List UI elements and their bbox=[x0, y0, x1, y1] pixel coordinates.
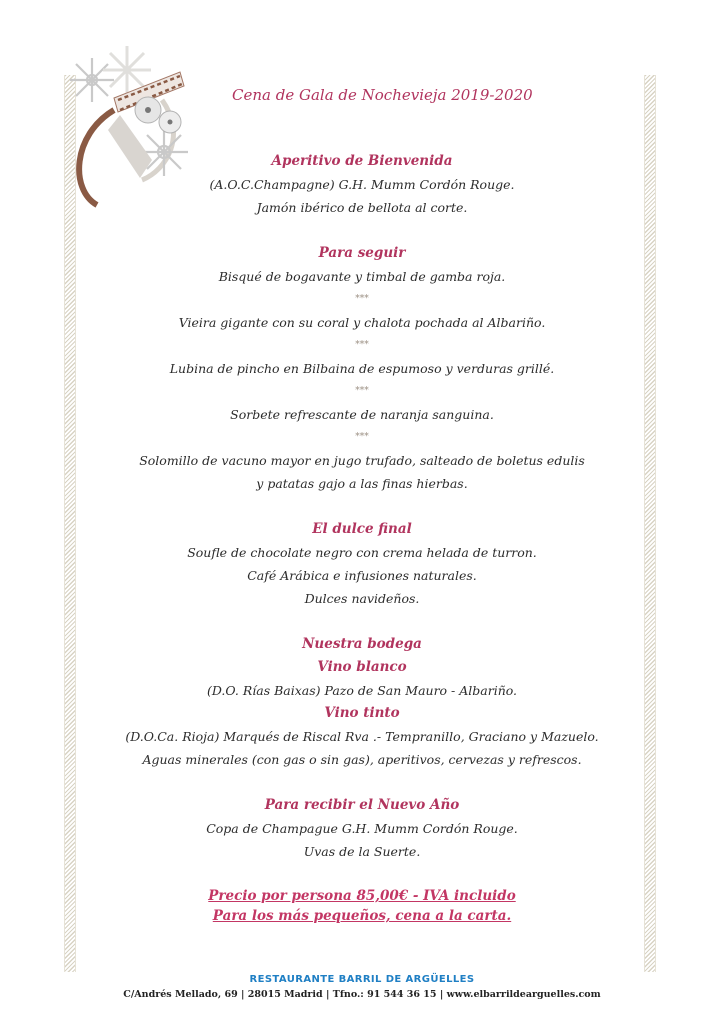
menu-item: Aguas minerales (con gas o sin gas), aperitivos, cervezas y refrescos. bbox=[142, 752, 582, 767]
subheading-vino-tinto: Vino tinto bbox=[324, 705, 400, 721]
section-heading-para-seguir: Para seguir bbox=[318, 245, 406, 261]
separator: *** bbox=[355, 386, 369, 396]
section-heading-bodega: Nuestra bodega bbox=[302, 636, 422, 652]
separator: *** bbox=[355, 340, 369, 350]
menu-item: Jamón ibérico de bellota al corte. bbox=[256, 200, 468, 215]
menu-item: Vieira gigante con su coral y chalota pochada al Albariño. bbox=[178, 315, 546, 330]
section-heading-aperitivo: Aperitivo de Bienvenida bbox=[271, 153, 453, 169]
menu-item: (D.O.Ca. Rioja) Marqués de Riscal Rva .- Tempranillo, Graciano y Mazuelo. bbox=[125, 729, 599, 744]
menu-item: Dulces navideños. bbox=[304, 591, 420, 606]
menu-item: Copa de Champague G.H. Mumm Cordón Rouge. bbox=[206, 821, 518, 836]
menu-item: (D.O. Rías Baixas) Pazo de San Mauro - Albariño. bbox=[206, 683, 518, 698]
section-heading-dulce-final: El dulce final bbox=[312, 521, 412, 537]
restaurant-address: C/Andrés Mellado, 69 | 28015 Madrid | Tfno.: 91 544 36 15 | www.elbarrildearguelles.com bbox=[123, 989, 601, 1000]
menu-item: Lubina de pincho en Bilbaina de espumoso y verduras grillé. bbox=[169, 361, 555, 376]
subheading-vino-blanco: Vino blanco bbox=[317, 659, 407, 675]
section-heading-nuevo-ano: Para recibir el Nuevo Año bbox=[264, 797, 460, 813]
menu-body bbox=[0, 150, 724, 863]
menu-item: Sorbete refrescante de naranja sanguina. bbox=[230, 407, 494, 422]
restaurant-name: RESTAURANTE BARRIL DE ARGÜELLES bbox=[249, 974, 475, 985]
separator: *** bbox=[355, 294, 369, 304]
menu-item: Uvas de la Suerte. bbox=[303, 844, 421, 859]
menu-item: Bisqué de bogavante y timbal de gamba roja. bbox=[218, 269, 506, 284]
price-block bbox=[0, 886, 724, 926]
menu-title: Cena de Gala de Nochevieja 2019-2020 bbox=[232, 86, 533, 104]
menu-item: Soufle de chocolate negro con crema helada de turron. bbox=[187, 545, 537, 560]
kids-note: Para los más pequeños, cena a la carta. bbox=[212, 908, 512, 924]
separator: *** bbox=[355, 432, 369, 442]
menu-item: (A.O.C.Champagne) G.H. Mumm Cordón Rouge. bbox=[209, 177, 515, 192]
menu-item: Café Arábica e infusiones naturales. bbox=[247, 568, 477, 583]
price-line: Precio por persona 85,00€ - IVA incluido bbox=[208, 888, 516, 904]
menu-item: Solomillo de vacuno mayor en jugo trufado, salteado de boletus edulis bbox=[139, 453, 585, 468]
menu-item: y patatas gajo a las finas hierbas. bbox=[256, 476, 468, 491]
